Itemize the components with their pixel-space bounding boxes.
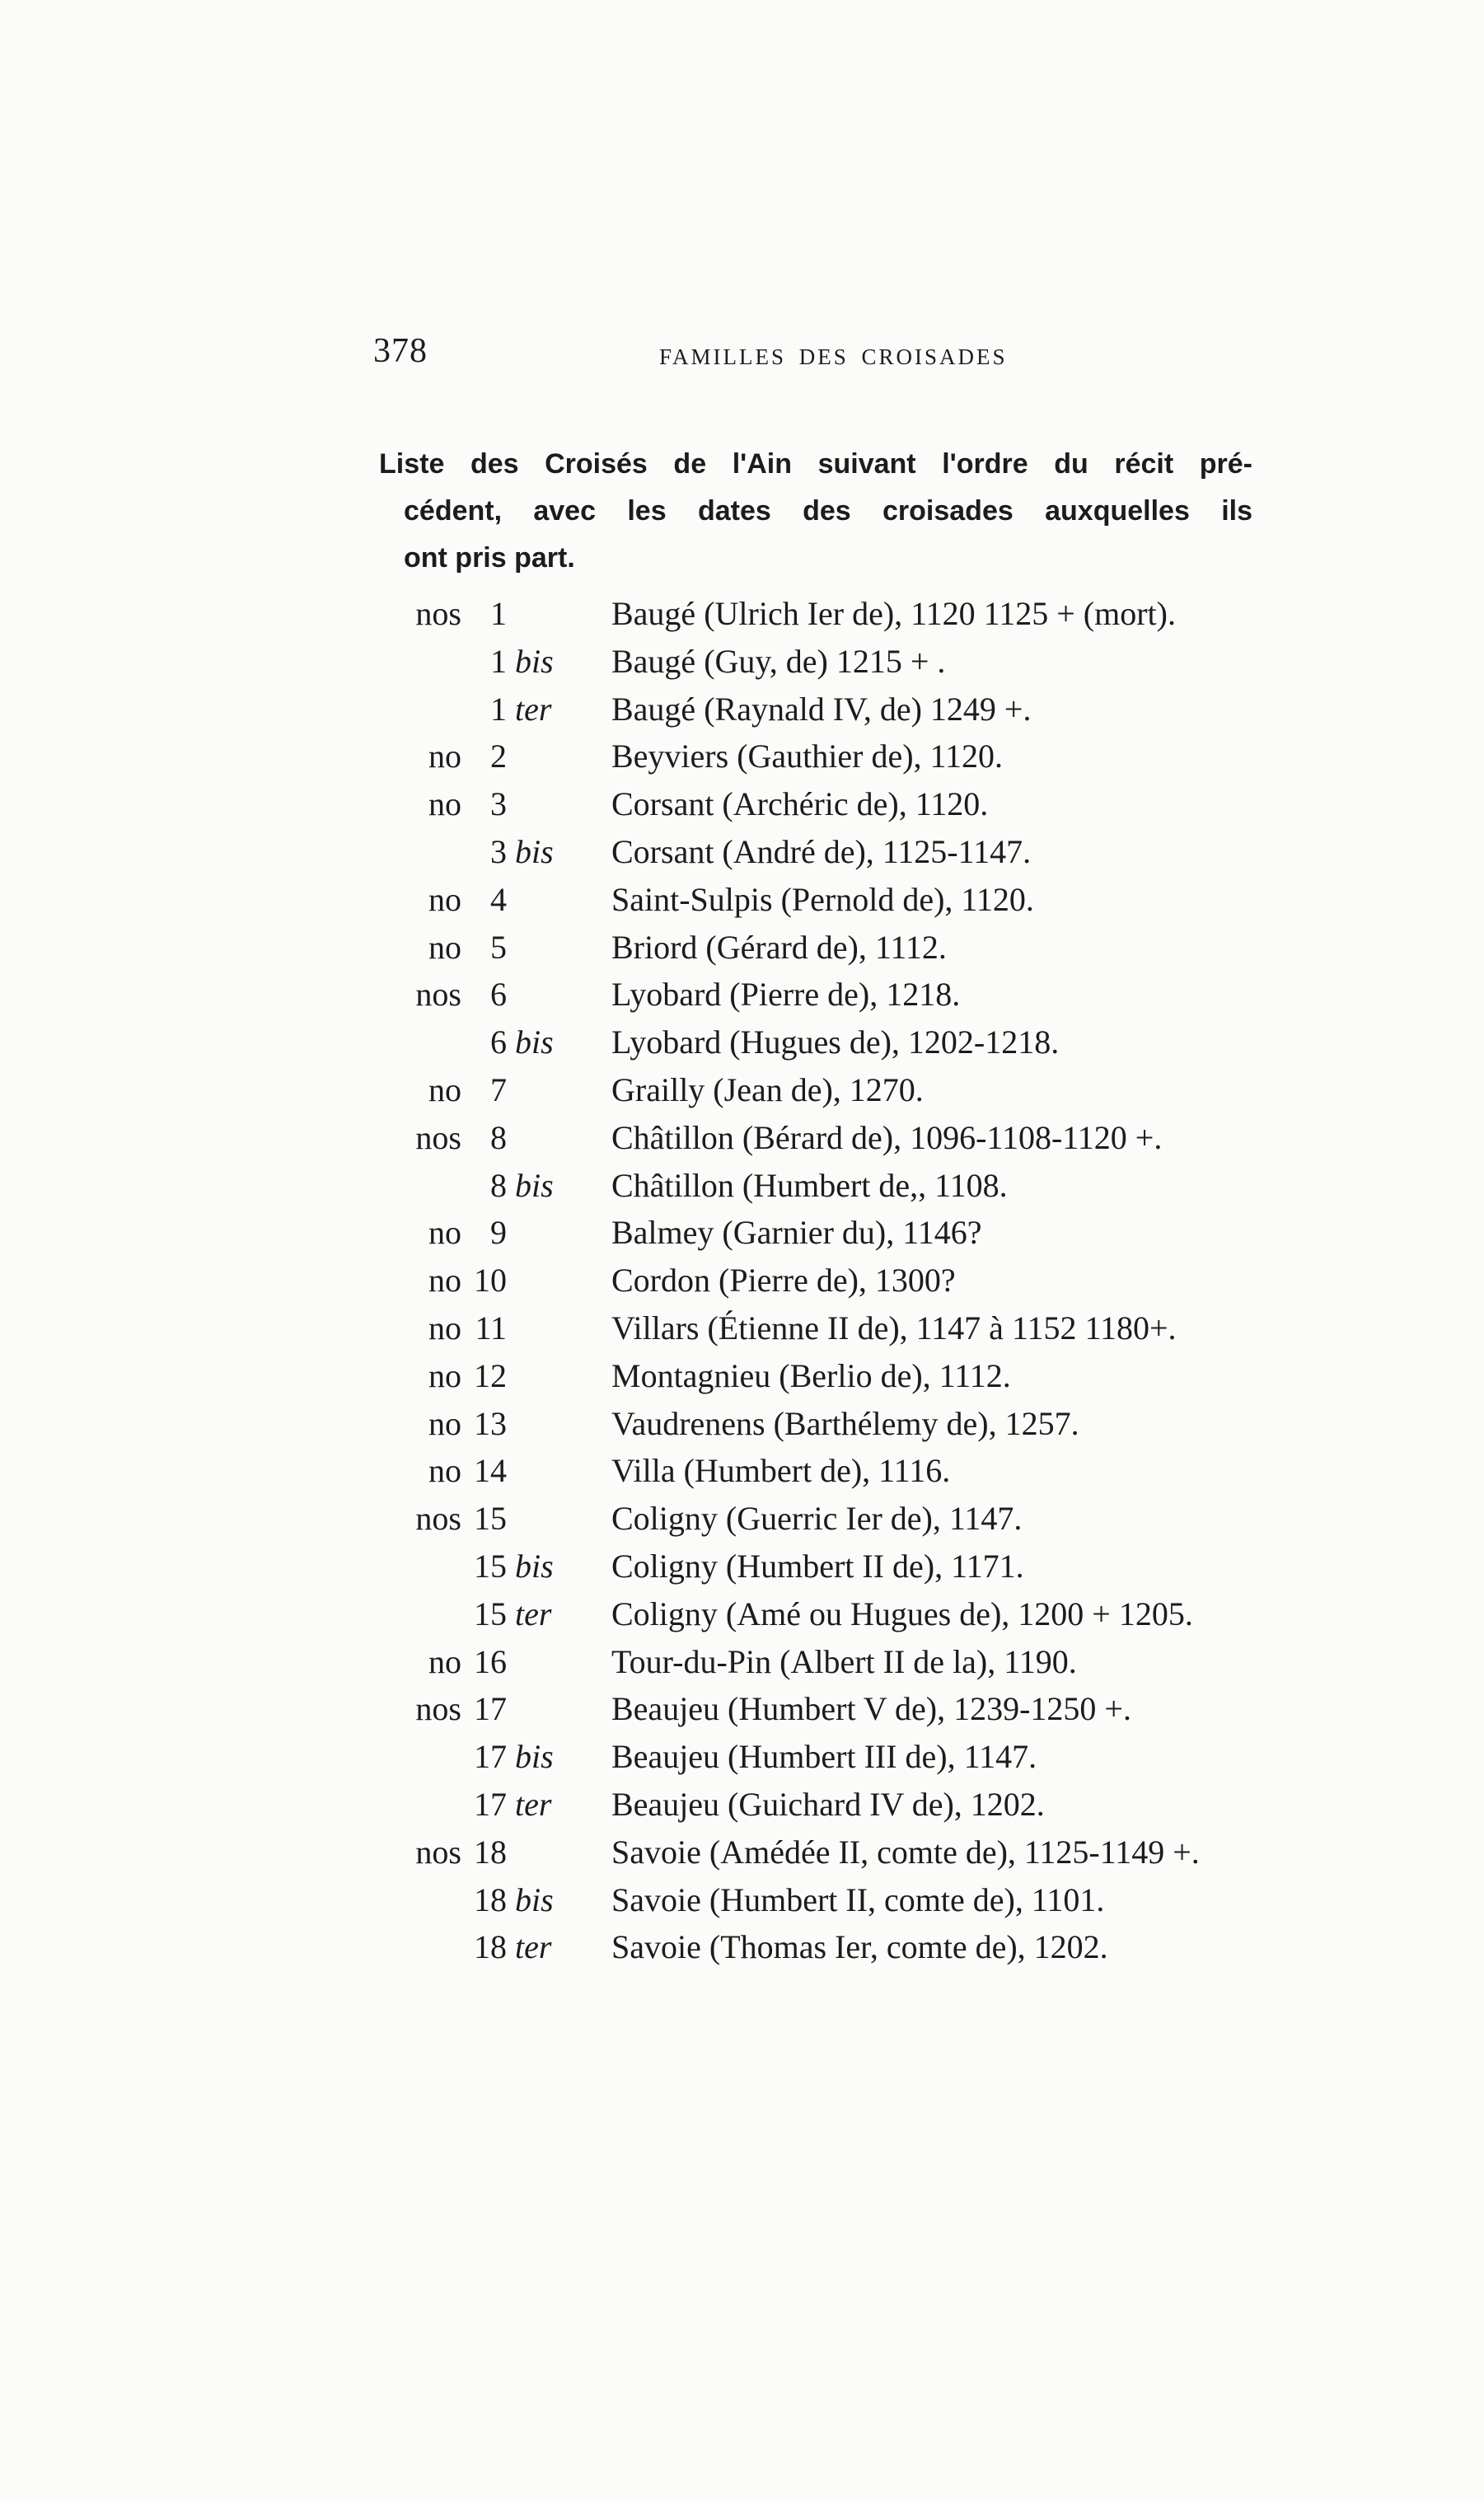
entry-text: Vaudrenens (Barthélemy de), 1257. [611,1404,1079,1442]
intro-paragraph [379,441,1252,582]
page-number: 378 [373,332,428,370]
entry-prefix: no [428,785,461,823]
list-item [0,1208,1484,1256]
entry-text: Coligny (Amé ou Hugues de), 1200 + 1205. [611,1595,1193,1632]
entry-prefix: no [428,880,461,918]
entry-number: 8 [490,1166,507,1204]
entry-suffix: bis [515,832,554,870]
entry-text: Corsant (Archéric de), 1120. [611,785,989,823]
entry-prefix: no [428,1070,461,1108]
entry-text: Savoie (Thomas Ier, comte de), 1202. [611,1928,1108,1966]
list-item [0,1780,1484,1828]
entry-prefix: no [428,1356,461,1394]
entry-number: 12 [474,1356,507,1394]
entry-text: Savoie (Humbert II, comte de), 1101. [611,1880,1105,1918]
entry-number: 5 [490,928,507,966]
entry-text: Tour-du-Pin (Albert II de la), 1190. [611,1642,1077,1680]
entry-prefix: no [428,1309,461,1347]
entry-number: 10 [474,1262,507,1300]
entry-text: Coligny (Guerric Ier de), 1147. [611,1500,1023,1538]
entry-number: 15 [474,1595,507,1632]
entry-number: 7 [490,1070,507,1108]
entry-text: Beaujeu (Guichard IV de), 1202. [611,1785,1045,1823]
entry-prefix: no [428,1452,461,1490]
list-item [0,732,1484,780]
entry-prefix: no [428,1262,461,1300]
entry-number: 2 [490,738,507,775]
entry-number: 17 [474,1785,507,1823]
running-head: FAMILLES DES CROISADES [659,344,1008,369]
entry-text: Villars (Étienne II de), 1147 à 1152 1180+. [611,1309,1177,1347]
entry-text: Lyobard (Pierre de), 1218. [611,976,961,1014]
list-item [0,827,1484,875]
list-item [0,1684,1484,1732]
entry-prefix: nos [415,595,461,632]
crusader-list [0,589,1484,1970]
entry-prefix: nos [415,1118,461,1156]
entry-number: 18 [474,1833,507,1871]
entry-prefix: no [428,1404,461,1442]
entry-number: 4 [490,880,507,918]
entry-text: Baugé (Guy, de) 1215 + . [611,642,946,680]
entry-number: 16 [474,1642,507,1680]
list-item [0,1066,1484,1113]
entry-text: Coligny (Humbert II de), 1171. [611,1547,1024,1585]
entry-text: Savoie (Amédée II, comte de), 1125-1149 +. [611,1833,1200,1871]
entry-prefix: no [428,928,461,966]
entry-number: 3 [490,785,507,823]
list-item [0,1113,1484,1161]
list-item [0,1590,1484,1637]
entry-text: Briord (Gérard de), 1112. [611,928,947,966]
entry-text: Grailly (Jean de), 1270. [611,1070,924,1108]
list-item [0,1351,1484,1399]
entry-text: Baugé (Ulrich Ier de), 1120 1125 + (mort). [611,595,1176,632]
entry-text: Beaujeu (Humbert III de), 1147. [611,1738,1037,1776]
list-item [0,1399,1484,1447]
intro-line: Liste des Croisés de l'Ain suivant l'ordre du récit pré- [379,448,1252,480]
entry-number: 1 [490,642,507,680]
list-item [0,923,1484,971]
entry-suffix: bis [515,1547,554,1585]
entry-number: 3 [490,832,507,870]
entry-suffix: bis [515,642,554,680]
entry-text: Lyobard (Hugues de), 1202-1218. [611,1023,1060,1061]
entry-suffix: ter [515,1785,552,1823]
entry-text: Châtillon (Bérard de), 1096-1108-1120 +. [611,1118,1163,1156]
entry-number: 17 [474,1690,507,1728]
entry-suffix: bis [515,1166,554,1204]
entry-number: 18 [474,1928,507,1966]
entry-suffix: bis [515,1738,554,1776]
entry-text: Corsant (André de), 1125-1147. [611,832,1032,870]
list-item [0,589,1484,637]
list-item [0,1923,1484,1970]
entry-number: 9 [490,1214,507,1252]
entry-text: Beaujeu (Humbert V de), 1239-1250 +. [611,1690,1131,1728]
entry-text: Baugé (Raynald IV, de) 1249 +. [611,690,1032,728]
list-item [0,685,1484,733]
entry-text: Châtillon (Humbert de,, 1108. [611,1166,1008,1204]
entry-prefix: nos [415,976,461,1014]
entry-number: 11 [475,1309,507,1347]
list-item [0,1161,1484,1209]
list-item [0,637,1484,685]
entry-prefix: nos [415,1690,461,1728]
entry-number: 15 [474,1547,507,1585]
entry-number: 8 [490,1118,507,1156]
entry-suffix: ter [515,690,552,728]
entry-number: 1 [490,690,507,728]
list-item [0,1494,1484,1542]
entry-text: Balmey (Garnier du), 1146? [611,1214,982,1252]
entry-prefix: no [428,1642,461,1680]
list-item [0,1542,1484,1590]
list-item [0,1256,1484,1304]
entry-number: 17 [474,1738,507,1776]
entry-prefix: nos [415,1500,461,1538]
entry-text: Villa (Humbert de), 1116. [611,1452,951,1490]
entry-suffix: ter [515,1928,552,1966]
list-item [0,1732,1484,1780]
entry-suffix: bis [515,1880,554,1918]
entry-text: Cordon (Pierre de), 1300? [611,1262,956,1300]
entry-prefix: no [428,1214,461,1252]
list-item [0,1828,1484,1876]
entry-number: 13 [474,1404,507,1442]
entry-number: 18 [474,1880,507,1918]
entry-text: Saint-Sulpis (Pernold de), 1120. [611,880,1034,918]
entry-number: 15 [474,1500,507,1538]
list-item [0,1446,1484,1494]
list-item [0,1304,1484,1351]
entry-text: Montagnieu (Berlio de), 1112. [611,1356,1011,1394]
entry-suffix: bis [515,1023,554,1061]
list-item [0,970,1484,1018]
list-item [0,1018,1484,1066]
entry-number: 6 [490,1023,507,1061]
list-item [0,1876,1484,1923]
entry-suffix: ter [515,1595,552,1632]
list-item [0,875,1484,923]
entry-prefix: nos [415,1833,461,1871]
list-item [0,1637,1484,1685]
entry-text: Beyviers (Gauthier de), 1120. [611,738,1004,775]
entry-number: 1 [490,595,507,632]
intro-line: ont pris part. [404,542,575,574]
entry-number: 6 [490,976,507,1014]
entry-prefix: no [428,738,461,775]
intro-line: cédent, avec les dates des croisades auxquelles ils [404,495,1252,527]
list-item [0,780,1484,827]
entry-number: 14 [474,1452,507,1490]
